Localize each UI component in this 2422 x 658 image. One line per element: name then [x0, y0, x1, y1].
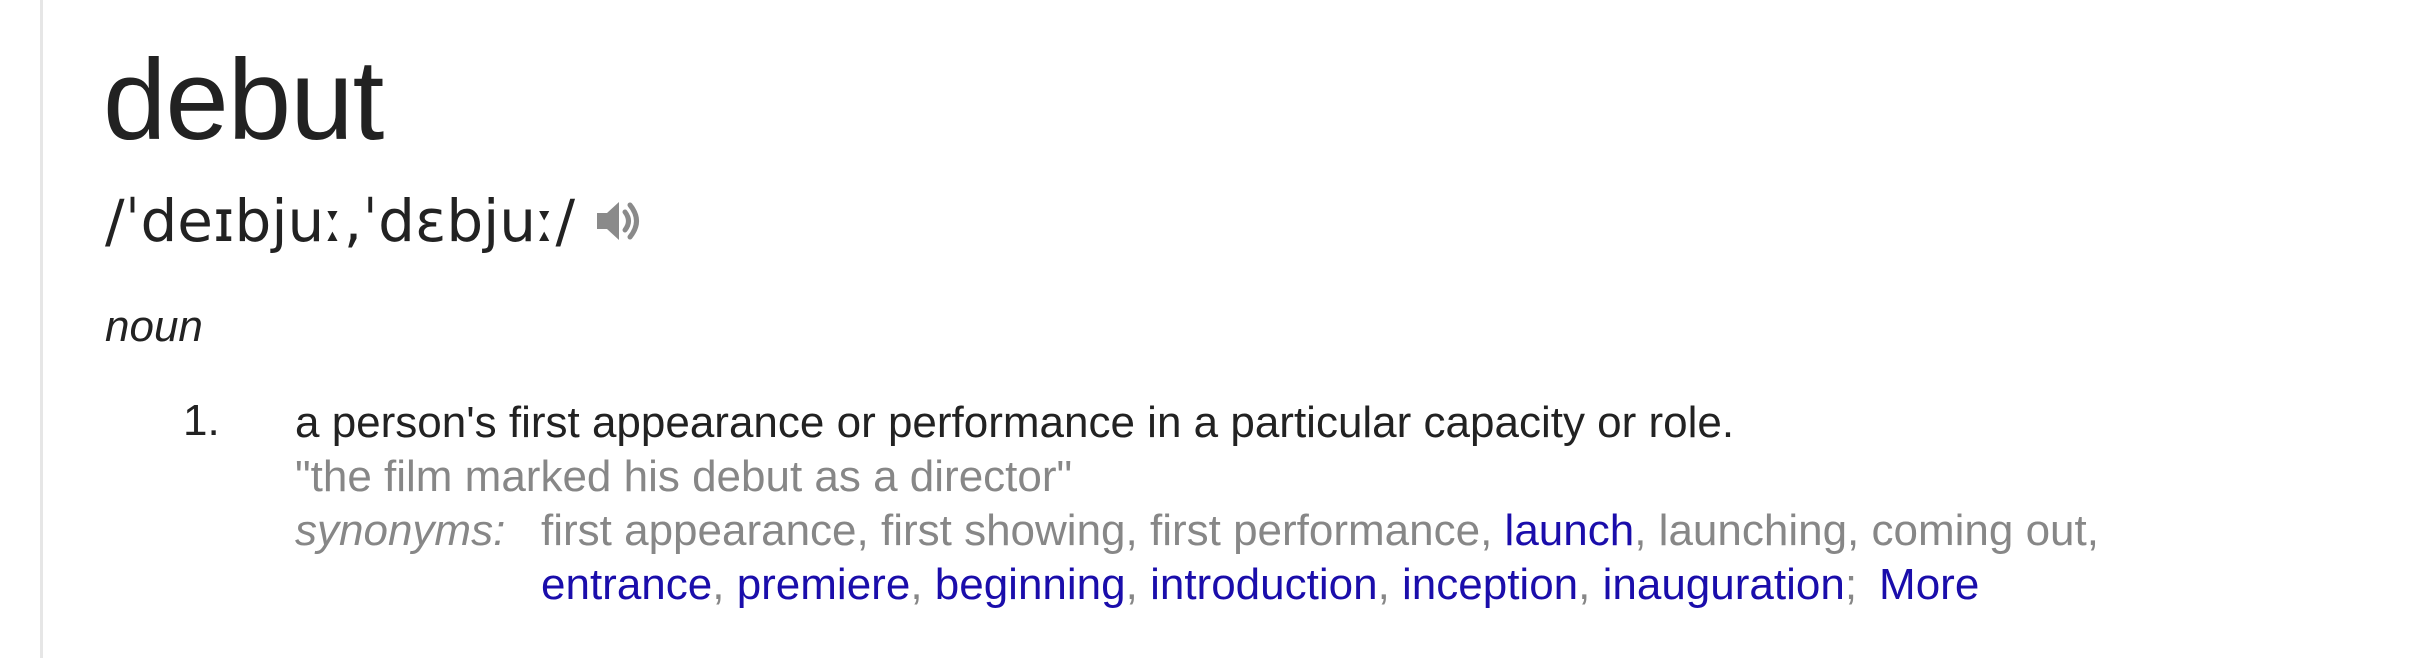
synonym-link[interactable]: beginning [934, 560, 1126, 609]
headword: debut [103, 37, 384, 164]
sense-number: 1. [183, 396, 220, 445]
synonyms-row [295, 504, 2395, 612]
synonym-separator: , [1125, 506, 1150, 555]
synonym-link[interactable]: introduction [1150, 560, 1378, 609]
synonym-separator: , [856, 506, 881, 555]
synonyms-line-2 [541, 558, 2341, 612]
synonym-separator: , [2086, 506, 2099, 555]
synonym-separator: , [910, 560, 935, 609]
synonym-text: first performance [1149, 506, 1481, 555]
synonym-separator: , [1125, 560, 1151, 609]
synonym-separator: , [1377, 560, 1403, 609]
sense-body [295, 396, 2395, 612]
synonym-link[interactable]: inception [1402, 560, 1579, 609]
synonym-text: coming out [1871, 506, 2087, 555]
example-sentence: "the film marked his debut as a director" [295, 452, 1073, 501]
speaker-icon[interactable] [589, 190, 651, 252]
synonym-link[interactable]: inauguration [1602, 560, 1845, 609]
pronunciation-row [105, 186, 651, 256]
synonym-separator: , [1634, 506, 1659, 555]
synonym-text: launching [1658, 506, 1848, 555]
synonyms-label: synonyms: [295, 506, 506, 555]
synonym-link[interactable]: premiere [736, 560, 911, 609]
synonym-link[interactable]: launch [1504, 506, 1635, 555]
synonym-separator: ; [1844, 560, 1858, 609]
synonym-link[interactable]: entrance [541, 560, 713, 609]
synonym-text: first showing [880, 506, 1126, 555]
more-synonyms-link[interactable]: More [1879, 560, 1980, 609]
synonym-separator: , [1480, 506, 1505, 555]
synonym-separator: , [712, 560, 737, 609]
dictionary-card [40, 0, 2422, 658]
synonym-separator: , [1578, 560, 1603, 609]
definition: a person's first appearance or performance in a particular capacity or role. [295, 398, 1735, 447]
pronunciation: /ˈdeɪbjuː,ˈdɛbjuː/ [105, 187, 576, 255]
synonyms-list [541, 504, 2341, 612]
synonym-separator: , [1847, 506, 1872, 555]
part-of-speech: noun [105, 302, 203, 351]
synonyms-line-1 [541, 504, 2341, 558]
synonym-text: first appearance [541, 506, 857, 555]
